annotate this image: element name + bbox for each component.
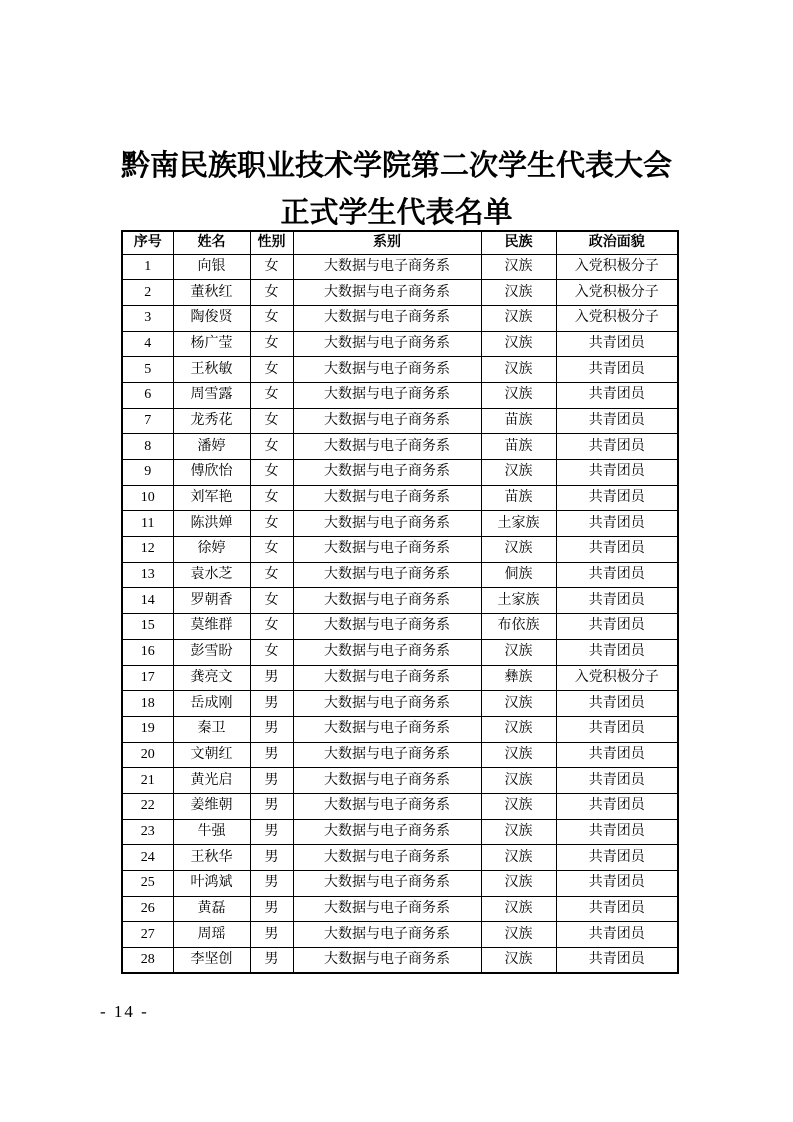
- table-row: [122, 691, 678, 717]
- table-cell: 23: [122, 819, 173, 845]
- table-cell: 苗族: [481, 485, 556, 511]
- table-cell: 共青团员: [556, 408, 678, 434]
- table-row: [122, 382, 678, 408]
- table-cell: 24: [122, 845, 173, 871]
- table-cell: 大数据与电子商务系: [293, 305, 481, 331]
- table-cell: 汉族: [481, 280, 556, 306]
- table-cell: 大数据与电子商务系: [293, 948, 481, 974]
- table-cell: 汉族: [481, 382, 556, 408]
- table-row: [122, 408, 678, 434]
- table-cell: 苗族: [481, 434, 556, 460]
- table-row: [122, 434, 678, 460]
- table-cell: 大数据与电子商务系: [293, 871, 481, 897]
- table-cell: 李坚创: [173, 948, 250, 974]
- table-cell: 黄磊: [173, 896, 250, 922]
- table-cell: 叶鸿斌: [173, 871, 250, 897]
- table-cell: 女: [250, 254, 293, 280]
- table-cell: 17: [122, 665, 173, 691]
- table-cell: 19: [122, 716, 173, 742]
- table-cell: 共青团员: [556, 588, 678, 614]
- table-header-row: [122, 231, 678, 254]
- table-cell: 秦卫: [173, 716, 250, 742]
- table-cell: 共青团员: [556, 768, 678, 794]
- table-cell: 11: [122, 511, 173, 537]
- table-cell: 女: [250, 280, 293, 306]
- table-row: [122, 614, 678, 640]
- table-cell: 共青团员: [556, 511, 678, 537]
- column-header-2: 性别: [250, 231, 293, 254]
- table-cell: 14: [122, 588, 173, 614]
- table-cell: 汉族: [481, 819, 556, 845]
- table-cell: 汉族: [481, 742, 556, 768]
- table-cell: 共青团员: [556, 562, 678, 588]
- table-cell: 21: [122, 768, 173, 794]
- table-cell: 汉族: [481, 357, 556, 383]
- table-cell: 男: [250, 691, 293, 717]
- table-cell: 大数据与电子商务系: [293, 768, 481, 794]
- table-cell: 25: [122, 871, 173, 897]
- table-row: [122, 511, 678, 537]
- table-cell: 土家族: [481, 588, 556, 614]
- table-cell: 大数据与电子商务系: [293, 639, 481, 665]
- student-representatives-table: [121, 230, 679, 974]
- table-cell: 男: [250, 819, 293, 845]
- table-row: [122, 793, 678, 819]
- table-cell: 布依族: [481, 614, 556, 640]
- table-row: [122, 537, 678, 563]
- table-cell: 2: [122, 280, 173, 306]
- table-row: [122, 331, 678, 357]
- table-row: [122, 922, 678, 948]
- table-cell: 大数据与电子商务系: [293, 896, 481, 922]
- table-cell: 7: [122, 408, 173, 434]
- table-cell: 女: [250, 639, 293, 665]
- table-cell: 杨广莹: [173, 331, 250, 357]
- table-cell: 大数据与电子商务系: [293, 793, 481, 819]
- table-cell: 大数据与电子商务系: [293, 742, 481, 768]
- table-cell: 15: [122, 614, 173, 640]
- table-cell: 男: [250, 768, 293, 794]
- table-row: [122, 819, 678, 845]
- table-cell: 侗族: [481, 562, 556, 588]
- table-cell: 大数据与电子商务系: [293, 460, 481, 486]
- table-cell: 男: [250, 845, 293, 871]
- table-cell: 共青团员: [556, 742, 678, 768]
- table-cell: 汉族: [481, 254, 556, 280]
- table-cell: 汉族: [481, 845, 556, 871]
- table-cell: 22: [122, 793, 173, 819]
- table-row: [122, 562, 678, 588]
- table-cell: 大数据与电子商务系: [293, 331, 481, 357]
- table-row: [122, 716, 678, 742]
- table-cell: 共青团员: [556, 537, 678, 563]
- table-row: [122, 665, 678, 691]
- table-cell: 王秋华: [173, 845, 250, 871]
- table-cell: 入党积极分子: [556, 305, 678, 331]
- table-cell: 苗族: [481, 408, 556, 434]
- table-row: [122, 357, 678, 383]
- table-cell: 大数据与电子商务系: [293, 408, 481, 434]
- table-cell: 女: [250, 460, 293, 486]
- table-cell: 汉族: [481, 922, 556, 948]
- table-cell: 岳成刚: [173, 691, 250, 717]
- table-cell: 共青团员: [556, 357, 678, 383]
- table-cell: 20: [122, 742, 173, 768]
- table-cell: 大数据与电子商务系: [293, 562, 481, 588]
- table-cell: 汉族: [481, 460, 556, 486]
- table-cell: 文朝红: [173, 742, 250, 768]
- table-cell: 大数据与电子商务系: [293, 716, 481, 742]
- table-cell: 龚亮文: [173, 665, 250, 691]
- table-row: [122, 485, 678, 511]
- table-row: [122, 305, 678, 331]
- table-cell: 共青团员: [556, 948, 678, 974]
- table-cell: 共青团员: [556, 691, 678, 717]
- table-cell: 大数据与电子商务系: [293, 485, 481, 511]
- table-cell: 女: [250, 305, 293, 331]
- table-cell: 大数据与电子商务系: [293, 434, 481, 460]
- table-cell: 27: [122, 922, 173, 948]
- column-header-3: 系别: [293, 231, 481, 254]
- table-cell: 王秋敏: [173, 357, 250, 383]
- table-cell: 大数据与电子商务系: [293, 382, 481, 408]
- table-cell: 大数据与电子商务系: [293, 819, 481, 845]
- table-cell: 12: [122, 537, 173, 563]
- table-cell: 大数据与电子商务系: [293, 537, 481, 563]
- table-cell: 男: [250, 871, 293, 897]
- table-cell: 女: [250, 537, 293, 563]
- table-cell: 18: [122, 691, 173, 717]
- table-cell: 彭雪盼: [173, 639, 250, 665]
- table-cell: 女: [250, 614, 293, 640]
- table-cell: 女: [250, 511, 293, 537]
- table-cell: 入党积极分子: [556, 665, 678, 691]
- table-cell: 罗朝香: [173, 588, 250, 614]
- table-cell: 潘婷: [173, 434, 250, 460]
- table-cell: 袁水芝: [173, 562, 250, 588]
- table-cell: 男: [250, 716, 293, 742]
- table-cell: 大数据与电子商务系: [293, 665, 481, 691]
- table-cell: 牛强: [173, 819, 250, 845]
- table-cell: 汉族: [481, 768, 556, 794]
- table-cell: 徐婷: [173, 537, 250, 563]
- table-cell: 女: [250, 562, 293, 588]
- table-cell: 大数据与电子商务系: [293, 922, 481, 948]
- table-cell: 汉族: [481, 639, 556, 665]
- table-cell: 女: [250, 357, 293, 383]
- table-cell: 共青团员: [556, 922, 678, 948]
- table-row: [122, 460, 678, 486]
- table-cell: 大数据与电子商务系: [293, 280, 481, 306]
- table-row: [122, 280, 678, 306]
- column-header-4: 民族: [481, 231, 556, 254]
- table-row: [122, 871, 678, 897]
- document-title-line2: 正式学生代表名单: [280, 197, 513, 229]
- table-cell: 莫维群: [173, 614, 250, 640]
- table-cell: 汉族: [481, 331, 556, 357]
- table-cell: 大数据与电子商务系: [293, 845, 481, 871]
- table-row: [122, 639, 678, 665]
- table-cell: 大数据与电子商务系: [293, 511, 481, 537]
- table-cell: 黄光启: [173, 768, 250, 794]
- table-cell: 大数据与电子商务系: [293, 614, 481, 640]
- table-cell: 龙秀花: [173, 408, 250, 434]
- table-cell: 男: [250, 896, 293, 922]
- table-cell: 男: [250, 793, 293, 819]
- table-cell: 26: [122, 896, 173, 922]
- table-cell: 女: [250, 434, 293, 460]
- table-cell: 入党积极分子: [556, 280, 678, 306]
- table-cell: 共青团员: [556, 639, 678, 665]
- table-row: [122, 768, 678, 794]
- table-cell: 男: [250, 948, 293, 974]
- table-cell: 大数据与电子商务系: [293, 254, 481, 280]
- table-cell: 男: [250, 922, 293, 948]
- table-cell: 汉族: [481, 716, 556, 742]
- table-cell: 10: [122, 485, 173, 511]
- table-row: [122, 742, 678, 768]
- table-cell: 女: [250, 331, 293, 357]
- table-cell: 汉族: [481, 691, 556, 717]
- table-cell: 共青团员: [556, 871, 678, 897]
- table-cell: 土家族: [481, 511, 556, 537]
- table-cell: 共青团员: [556, 819, 678, 845]
- table-cell: 周瑶: [173, 922, 250, 948]
- table-cell: 6: [122, 382, 173, 408]
- table-cell: 陈洪婵: [173, 511, 250, 537]
- table-row: [122, 896, 678, 922]
- table-cell: 向银: [173, 254, 250, 280]
- table-cell: 共青团员: [556, 331, 678, 357]
- table-cell: 28: [122, 948, 173, 974]
- table-cell: 入党积极分子: [556, 254, 678, 280]
- table-cell: 汉族: [481, 305, 556, 331]
- table-cell: 1: [122, 254, 173, 280]
- table-cell: 汉族: [481, 896, 556, 922]
- table-cell: 共青团员: [556, 716, 678, 742]
- table-cell: 16: [122, 639, 173, 665]
- table-cell: 女: [250, 382, 293, 408]
- document-title-line1: 黔南民族职业技术学院第二次学生代表大会: [120, 150, 672, 182]
- table-cell: 汉族: [481, 537, 556, 563]
- table-cell: 共青团员: [556, 460, 678, 486]
- table-cell: 董秋红: [173, 280, 250, 306]
- table-row: [122, 845, 678, 871]
- column-header-0: 序号: [122, 231, 173, 254]
- table-cell: 大数据与电子商务系: [293, 691, 481, 717]
- table-cell: 共青团员: [556, 793, 678, 819]
- table-cell: 傅欣怡: [173, 460, 250, 486]
- table-cell: 姜维朝: [173, 793, 250, 819]
- table-cell: 共青团员: [556, 845, 678, 871]
- table-cell: 女: [250, 408, 293, 434]
- table-cell: 共青团员: [556, 896, 678, 922]
- table-cell: 男: [250, 742, 293, 768]
- table-cell: 女: [250, 588, 293, 614]
- table-cell: 彝族: [481, 665, 556, 691]
- table-row: [122, 588, 678, 614]
- table-cell: 9: [122, 460, 173, 486]
- table-cell: 汉族: [481, 793, 556, 819]
- table-cell: 女: [250, 485, 293, 511]
- table-cell: 陶俊贤: [173, 305, 250, 331]
- table-cell: 3: [122, 305, 173, 331]
- table-cell: 共青团员: [556, 614, 678, 640]
- table-cell: 共青团员: [556, 434, 678, 460]
- column-header-5: 政治面貌: [556, 231, 678, 254]
- page-number: - 14 -: [100, 1002, 149, 1021]
- table-row: [122, 254, 678, 280]
- table-cell: 大数据与电子商务系: [293, 588, 481, 614]
- table-cell: 大数据与电子商务系: [293, 357, 481, 383]
- table-cell: 13: [122, 562, 173, 588]
- table-cell: 4: [122, 331, 173, 357]
- table-cell: 男: [250, 665, 293, 691]
- table-cell: 刘军艳: [173, 485, 250, 511]
- table-cell: 8: [122, 434, 173, 460]
- table-cell: 周雪露: [173, 382, 250, 408]
- table-cell: 共青团员: [556, 382, 678, 408]
- table-cell: 共青团员: [556, 485, 678, 511]
- table-row: [122, 948, 678, 974]
- column-header-1: 姓名: [173, 231, 250, 254]
- table-cell: 5: [122, 357, 173, 383]
- table-cell: 汉族: [481, 948, 556, 974]
- table-cell: 汉族: [481, 871, 556, 897]
